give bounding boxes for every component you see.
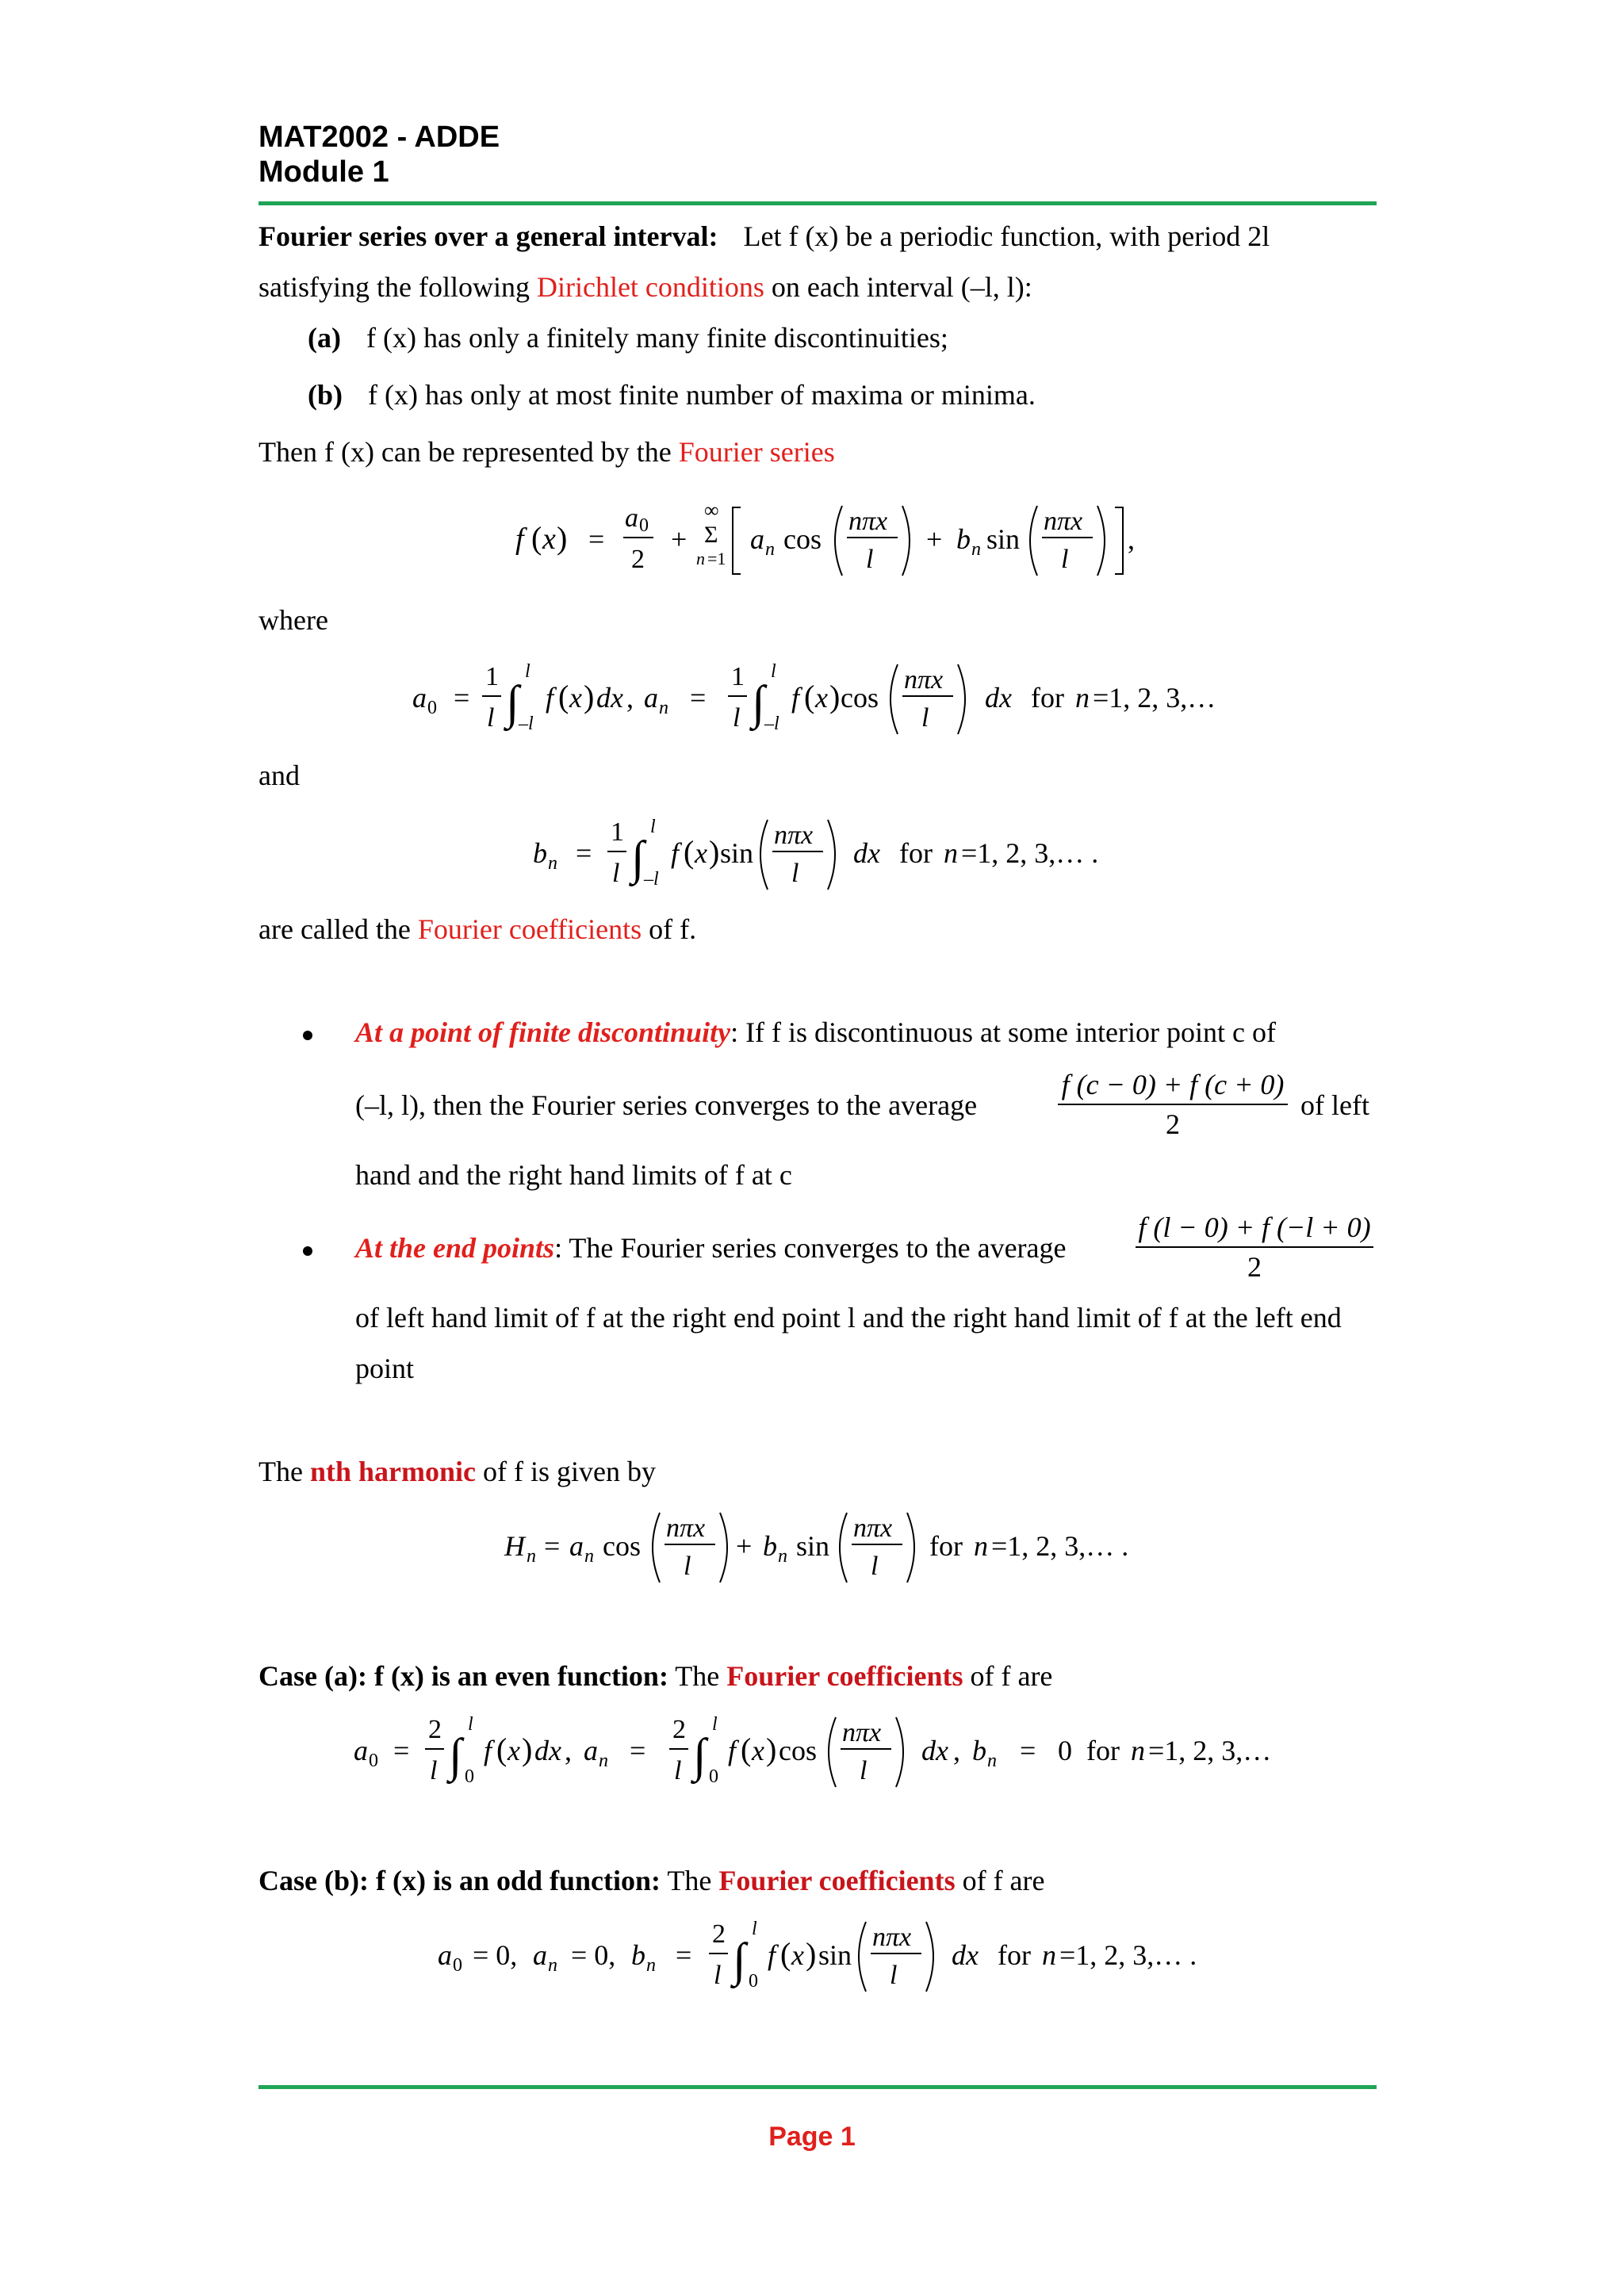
svg-text:a: a xyxy=(533,1939,547,1971)
case-b-mid: The xyxy=(667,1865,712,1896)
then-line-pre: Then f (x) can be represented by the xyxy=(259,436,672,468)
svg-text:sin: sin xyxy=(796,1530,830,1562)
svg-text:0: 0 xyxy=(465,1766,474,1787)
svg-text:dx: dx xyxy=(921,1735,948,1766)
svg-text:f: f xyxy=(768,1939,776,1971)
fourier-series-equation xyxy=(508,492,1142,587)
condition-a-label: (a) xyxy=(308,322,341,354)
svg-text:f: f xyxy=(515,522,524,556)
svg-text:l: l xyxy=(860,1756,868,1785)
svg-text:a: a xyxy=(625,503,638,533)
svg-text:n: n xyxy=(599,1751,608,1771)
bullet-2-fraction xyxy=(1136,1213,1373,1281)
svg-text:–l: –l xyxy=(519,714,534,734)
case-a-coefficients-link: Fourier coefficients xyxy=(726,1660,963,1692)
case-b-equation xyxy=(438,1908,1231,2003)
svg-text:sin: sin xyxy=(986,523,1021,555)
coefficients-line-post: of f. xyxy=(649,913,697,945)
svg-text:(: ( xyxy=(531,520,542,556)
bn-equation xyxy=(530,806,1164,901)
svg-text:(: ( xyxy=(780,1936,791,1972)
svg-text:n: n xyxy=(696,549,705,568)
svg-text:nπx: nπx xyxy=(848,507,888,536)
svg-text:∫: ∫ xyxy=(752,676,765,729)
bullet-1-line-3: hand and the right hand limits of f at c xyxy=(355,1159,792,1191)
condition-a xyxy=(308,323,948,352)
svg-text:n: n xyxy=(1075,682,1090,714)
harmonic-equation xyxy=(504,1498,1218,1594)
svg-text:b: b xyxy=(533,837,547,869)
condition-a-text: f (x) has only a finitely many finite discontinuities; xyxy=(366,322,948,354)
svg-text:,: , xyxy=(953,1735,960,1766)
footer-divider xyxy=(259,2085,1377,2089)
svg-text:nπx: nπx xyxy=(904,665,944,695)
svg-text:∫: ∫ xyxy=(733,1934,746,1986)
svg-text:x: x xyxy=(695,837,707,869)
bullet-1-line-2: (–l, l), then the Fourier series converges to the average xyxy=(355,1089,978,1121)
svg-text:l: l xyxy=(733,703,741,733)
svg-text:a: a xyxy=(569,1530,584,1562)
svg-text:l: l xyxy=(674,1756,682,1785)
svg-text:): ) xyxy=(709,834,720,870)
svg-text:=: = xyxy=(1020,1735,1036,1766)
case-b-heading: Case (b): f (x) is an odd function: xyxy=(259,1865,661,1896)
svg-text:l: l xyxy=(714,1961,722,1990)
svg-text:x: x xyxy=(569,682,582,714)
bullet-1-title: At a point of finite discontinuity xyxy=(355,1016,731,1048)
svg-text:+: + xyxy=(736,1530,753,1562)
svg-text:nπx: nπx xyxy=(853,1513,893,1543)
svg-text:2: 2 xyxy=(631,545,645,574)
svg-text:a: a xyxy=(644,682,658,714)
svg-text:∫: ∫ xyxy=(631,832,645,884)
svg-text:n: n xyxy=(1042,1939,1056,1971)
bullet-1-line-1 xyxy=(355,1018,1276,1047)
svg-text:=1, 2, 3,…: =1, 2, 3,… xyxy=(1093,682,1216,714)
svg-text:l: l xyxy=(866,545,874,574)
bullet-1-fraction-denominator: 2 xyxy=(1166,1108,1180,1140)
svg-text:b: b xyxy=(956,523,971,555)
svg-text:b: b xyxy=(763,1530,777,1562)
case-a-post: of f are xyxy=(970,1660,1053,1692)
svg-text:): ) xyxy=(584,679,595,714)
svg-text:l: l xyxy=(650,817,656,837)
svg-text:= 0,: = 0, xyxy=(473,1939,518,1971)
svg-text:cos: cos xyxy=(841,682,879,714)
svg-text:dx: dx xyxy=(534,1735,561,1766)
svg-text:0: 0 xyxy=(639,515,649,536)
svg-text:l: l xyxy=(752,1919,757,1939)
svg-text:H: H xyxy=(504,1530,525,1562)
svg-text:cos: cos xyxy=(783,523,822,555)
bullet-2-text-1: : The Fourier series converges to the average xyxy=(554,1232,1067,1264)
case-a-equation xyxy=(354,1703,1305,1798)
case-a-heading: Case (a): f (x) is an even function: xyxy=(259,1660,668,1692)
bullet-dot-2 xyxy=(303,1246,312,1256)
svg-text:): ) xyxy=(522,1732,533,1767)
svg-text:l: l xyxy=(612,859,620,888)
svg-text:0: 0 xyxy=(453,1955,462,1976)
svg-text:=1, 2, 3,…: =1, 2, 3,… xyxy=(1148,1735,1272,1766)
svg-text:a: a xyxy=(584,1735,598,1766)
svg-text:a: a xyxy=(438,1939,452,1971)
svg-text:n: n xyxy=(548,1955,557,1976)
svg-text:): ) xyxy=(766,1732,777,1767)
then-line xyxy=(259,438,835,466)
svg-text:0: 0 xyxy=(427,698,437,718)
svg-text:l: l xyxy=(712,1714,718,1735)
bullet-1-text-1: : If f is discontinuous at some interior point c of xyxy=(730,1016,1276,1048)
case-a-line xyxy=(259,1662,1052,1690)
and-label: and xyxy=(259,760,300,791)
svg-text:,: , xyxy=(1128,523,1135,555)
svg-text:=: = xyxy=(588,523,605,555)
svg-text:2: 2 xyxy=(712,1919,726,1949)
svg-text:n: n xyxy=(974,1530,988,1562)
page-number: Page 1 xyxy=(768,2122,856,2152)
svg-text:a: a xyxy=(412,682,427,714)
svg-text:n: n xyxy=(527,1546,536,1567)
svg-text:∫: ∫ xyxy=(693,1729,707,1781)
intro-line-2-post: on each interval (–l, l): xyxy=(771,271,1032,303)
svg-text:f: f xyxy=(671,837,680,869)
condition-b-text: f (x) has only at most finite number of maxima or minima. xyxy=(368,379,1036,411)
svg-text:+: + xyxy=(926,523,943,555)
svg-text:x: x xyxy=(542,522,556,556)
a0-an-equation xyxy=(412,650,1285,745)
header-divider xyxy=(259,201,1377,205)
svg-text:1: 1 xyxy=(485,662,499,691)
svg-text:=: = xyxy=(690,682,707,714)
fourier-series-link: Fourier series xyxy=(678,436,835,468)
coefficients-line-pre: are called the xyxy=(259,913,411,945)
svg-text:f: f xyxy=(484,1735,492,1766)
svg-text:l: l xyxy=(684,1552,691,1581)
svg-text:n: n xyxy=(584,1546,594,1567)
svg-text:for: for xyxy=(1031,682,1064,714)
intro-heading: Fourier series over a general interval: xyxy=(259,220,718,252)
svg-text:n: n xyxy=(778,1546,787,1567)
svg-text:f: f xyxy=(791,682,800,714)
condition-b xyxy=(308,381,1036,409)
svg-text:=1, 2, 3,… .: =1, 2, 3,… . xyxy=(991,1530,1129,1562)
nth-harmonic-term: nth harmonic xyxy=(309,1456,476,1487)
svg-text:1: 1 xyxy=(611,817,624,847)
svg-text:2: 2 xyxy=(672,1715,686,1744)
svg-text:l: l xyxy=(771,661,776,682)
svg-text:∫: ∫ xyxy=(506,676,519,729)
bullet-1-fraction xyxy=(1058,1070,1288,1138)
svg-text:n: n xyxy=(1131,1735,1145,1766)
svg-text:dx: dx xyxy=(985,682,1012,714)
svg-text:,: , xyxy=(626,682,634,714)
svg-text:l: l xyxy=(487,703,495,733)
svg-text:sin: sin xyxy=(720,837,754,869)
harmonic-line-pre: The xyxy=(259,1456,303,1487)
harmonic-line-post: of f is given by xyxy=(483,1456,656,1487)
svg-text:nπx: nπx xyxy=(1044,507,1083,536)
case-b-post: of f are xyxy=(962,1865,1045,1896)
svg-text:=: = xyxy=(630,1735,646,1766)
svg-text:∞: ∞ xyxy=(704,499,719,522)
svg-text:=1, 2, 3,… .: =1, 2, 3,… . xyxy=(961,837,1099,869)
svg-text:for: for xyxy=(998,1939,1031,1971)
svg-text:l: l xyxy=(1061,545,1069,574)
svg-text:n: n xyxy=(659,698,668,718)
svg-text:∫: ∫ xyxy=(449,1729,462,1781)
bullet-2-line-2: of left hand limit of f at the right end point l and the right hand limit of f at the left end xyxy=(355,1302,1342,1334)
svg-text:nπx: nπx xyxy=(842,1718,882,1747)
svg-text:= 0,: = 0, xyxy=(571,1939,616,1971)
bullet-1-fraction-numerator: f (c − 0) + f (c + 0) xyxy=(1058,1070,1288,1105)
course-title: MAT2002 - ADDE xyxy=(259,121,500,154)
case-a-mid: The xyxy=(675,1660,720,1692)
svg-text:l: l xyxy=(890,1961,898,1990)
svg-text:x: x xyxy=(791,1939,804,1971)
svg-text:,: , xyxy=(565,1735,572,1766)
svg-text:1: 1 xyxy=(731,662,745,691)
intro-line-1 xyxy=(259,222,1270,251)
svg-text:dx: dx xyxy=(952,1939,979,1971)
svg-text:l: l xyxy=(921,703,929,733)
svg-text:x: x xyxy=(508,1735,520,1766)
condition-b-label: (b) xyxy=(308,379,343,411)
svg-text:n: n xyxy=(971,539,981,560)
svg-text:nπx: nπx xyxy=(666,1513,706,1543)
svg-text:l: l xyxy=(430,1756,438,1785)
bullet-2-line-3: point xyxy=(355,1353,415,1384)
svg-text:n: n xyxy=(987,1751,997,1771)
module-title: Module 1 xyxy=(259,155,389,189)
svg-text:n: n xyxy=(646,1955,656,1976)
svg-text:(: ( xyxy=(558,679,569,714)
svg-text:b: b xyxy=(631,1939,645,1971)
harmonic-line xyxy=(259,1457,656,1486)
svg-text:a: a xyxy=(354,1735,368,1766)
svg-text:+: + xyxy=(671,523,688,555)
svg-text:for: for xyxy=(1086,1735,1120,1766)
svg-text:(: ( xyxy=(684,834,695,870)
svg-text:): ) xyxy=(806,1936,817,1972)
svg-text:n: n xyxy=(765,539,775,560)
svg-text:Σ: Σ xyxy=(704,522,718,548)
fourier-coefficients-link: Fourier coefficients xyxy=(417,913,642,945)
svg-text:=: = xyxy=(454,682,470,714)
svg-text:(: ( xyxy=(741,1732,752,1767)
svg-text:2: 2 xyxy=(428,1715,442,1744)
svg-text:b: b xyxy=(972,1735,986,1766)
svg-text:a: a xyxy=(750,523,764,555)
svg-text:=: = xyxy=(544,1530,561,1562)
intro-line-2 xyxy=(259,273,1032,301)
svg-text:): ) xyxy=(557,520,568,556)
case-b-coefficients-link: Fourier coefficients xyxy=(718,1865,956,1896)
case-b-line xyxy=(259,1866,1045,1895)
intro-line-1-rest: Let f (x) be a periodic function, with period 2l xyxy=(743,220,1270,252)
svg-text:x: x xyxy=(752,1735,764,1766)
svg-text:–l: –l xyxy=(644,869,659,890)
svg-text:f: f xyxy=(546,682,554,714)
svg-text:l: l xyxy=(791,859,799,888)
svg-text:–l: –l xyxy=(764,714,779,734)
svg-text:0: 0 xyxy=(749,1971,758,1992)
intro-line-2-pre: satisfying the following xyxy=(259,271,530,303)
svg-text:sin: sin xyxy=(818,1939,852,1971)
bullet-dot-1 xyxy=(303,1031,312,1040)
svg-text:nπx: nπx xyxy=(872,1923,912,1952)
svg-text:l: l xyxy=(468,1714,473,1735)
bullet-2-fraction-denominator: 2 xyxy=(1247,1251,1262,1283)
where-label: where xyxy=(259,604,328,636)
svg-text:): ) xyxy=(829,679,841,714)
svg-text:l: l xyxy=(525,661,530,682)
svg-text:f: f xyxy=(728,1735,737,1766)
svg-text:for: for xyxy=(929,1530,963,1562)
bullet-1-after-fraction: of left xyxy=(1300,1089,1369,1121)
svg-text:(: ( xyxy=(804,679,815,714)
svg-text:0: 0 xyxy=(709,1766,718,1787)
bullet-2-fraction-numerator: f (l − 0) + f (−l + 0) xyxy=(1136,1213,1373,1248)
svg-text:l: l xyxy=(871,1552,879,1581)
svg-text:x: x xyxy=(815,682,828,714)
dirichlet-conditions-link: Dirichlet conditions xyxy=(536,271,764,303)
svg-text:for: for xyxy=(899,837,933,869)
svg-text:=1: =1 xyxy=(707,549,726,568)
bullet-2-line-1 xyxy=(355,1234,1067,1262)
svg-text:nπx: nπx xyxy=(774,821,814,850)
svg-text:=: = xyxy=(393,1735,410,1766)
svg-text:n: n xyxy=(548,853,557,874)
bullet-2-title: At the end points xyxy=(355,1232,555,1264)
svg-text:cos: cos xyxy=(779,1735,817,1766)
svg-text:n: n xyxy=(944,837,958,869)
coefficients-line xyxy=(259,915,696,943)
svg-text:=: = xyxy=(576,837,592,869)
svg-text:dx: dx xyxy=(596,682,623,714)
svg-text:dx: dx xyxy=(853,837,880,869)
svg-text:(: ( xyxy=(496,1732,508,1767)
svg-text:0: 0 xyxy=(369,1751,378,1771)
svg-text:=: = xyxy=(676,1939,692,1971)
svg-text:0: 0 xyxy=(1058,1735,1072,1766)
svg-text:cos: cos xyxy=(603,1530,641,1562)
svg-text:=1, 2, 3,… .: =1, 2, 3,… . xyxy=(1059,1939,1197,1971)
